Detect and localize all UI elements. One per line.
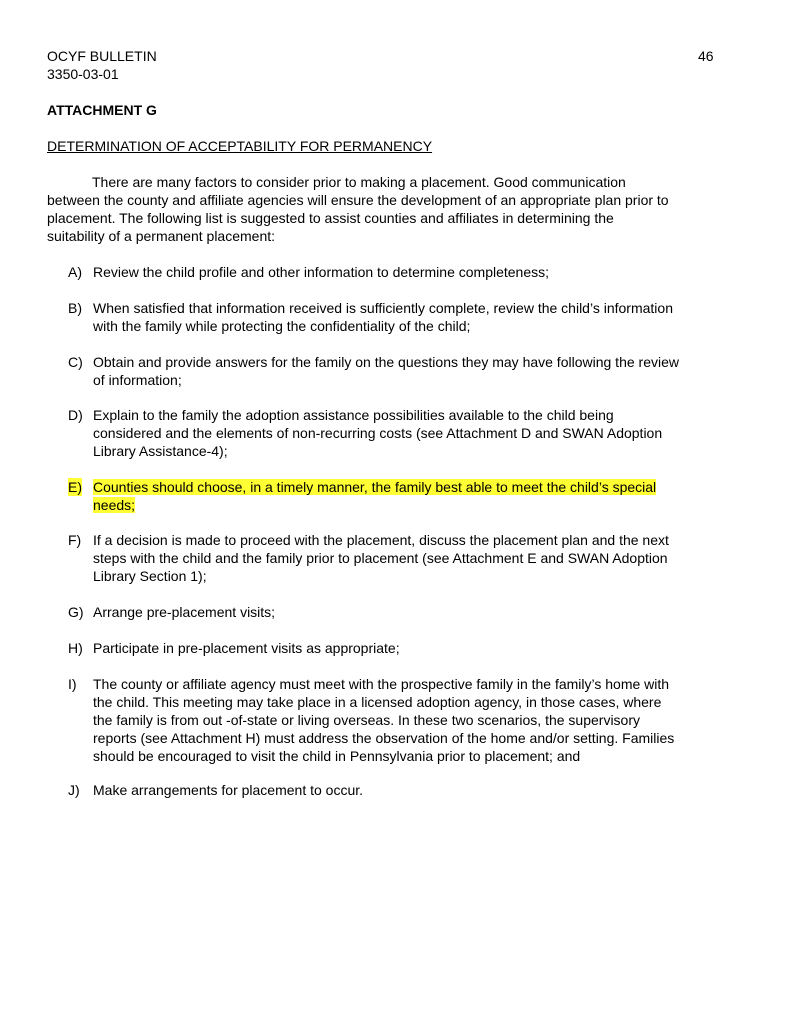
intro-paragraph xyxy=(47,173,747,245)
list-item-text xyxy=(93,639,748,657)
intro-line: placement. The following list is suggested to assist counties and affiliates in determining the xyxy=(47,210,614,226)
list-item-letter: G) xyxy=(68,604,84,620)
list-item-line: the child. This meeting may take place in a licensed adoption agency, in those cases, where xyxy=(93,694,662,710)
list-item-letter: D) xyxy=(68,407,83,423)
list-item-letter: H) xyxy=(68,640,83,656)
list-item-line: Arrange pre-placement visits; xyxy=(93,604,276,620)
list-item-letter: F) xyxy=(68,532,82,548)
list-item-line: with the family while protecting the confidentiality of the child; xyxy=(93,318,471,334)
list-item-d xyxy=(68,406,748,460)
list-item-line: If a decision is made to proceed with the placement, discuss the placement plan and the next xyxy=(93,532,669,548)
list-item-letter: C) xyxy=(68,354,83,370)
list-item-line: When satisfied that information received is sufficiently complete, review the child’s information xyxy=(93,300,673,316)
section-heading: DETERMINATION OF ACCEPTABILITY FOR PERMANENCY xyxy=(47,138,433,154)
list-item-letter: A) xyxy=(68,264,82,280)
list-item-text xyxy=(93,478,748,514)
list-item-text xyxy=(93,531,748,585)
list-item-text xyxy=(93,675,748,765)
list-item-b xyxy=(68,299,748,335)
list-item-line: The county or affiliate agency must meet with the prospective family in the family’s home with xyxy=(93,676,670,692)
list-item-line: considered and the elements of non-recurring costs (see Attachment D and SWAN Adoption xyxy=(93,425,663,441)
bulletin-title: OCYF BULLETIN xyxy=(47,48,157,64)
list-item-c xyxy=(68,353,748,389)
list-item-a xyxy=(68,263,748,281)
list-item-line: should be encouraged to visit the child in Pennsylvania prior to placement; and xyxy=(93,748,581,764)
list-item-letter: J) xyxy=(68,782,80,798)
highlight-mark: Counties should choose, in a timely manner, the family best able to meet the child’s special xyxy=(93,479,657,495)
attachment-label: ATTACHMENT G xyxy=(47,102,157,118)
list-item-line: Explain to the family the adoption assistance possibilities available to the child being xyxy=(93,407,614,423)
list-item-text xyxy=(93,263,748,281)
list-item-line: Make arrangements for placement to occur. xyxy=(93,782,364,798)
intro-line: between the county and affiliate agencies will ensure the development of an appropriate plan prior to xyxy=(47,192,669,208)
list-item-line: Participate in pre-placement visits as appropriate; xyxy=(93,640,400,656)
list-item-line: of information; xyxy=(93,372,182,388)
list-item-e-highlighted xyxy=(68,478,748,514)
list-item-letter: E) xyxy=(68,479,82,495)
list-item-line: Library Assistance-4); xyxy=(93,443,228,459)
list-item-text xyxy=(93,406,748,460)
bulletin-number: 3350-03-01 xyxy=(47,66,119,82)
list-item-line: reports (see Attachment H) must address the observation of the home and/or setting. Families xyxy=(93,730,675,746)
list-item-line: the family is from out -of-state or living overseas. In these two scenarios, the supervisory xyxy=(93,712,641,728)
intro-line: suitability of a permanent placement: xyxy=(47,228,276,244)
list-item-i xyxy=(68,675,748,765)
list-item-letter: B) xyxy=(68,300,82,316)
highlighted-line xyxy=(93,496,748,514)
list-item-f xyxy=(68,531,748,585)
bulletin-header xyxy=(47,47,157,83)
list-item-text xyxy=(93,353,748,389)
list-item-line: Obtain and provide answers for the family on the questions they may have following the review xyxy=(93,354,679,370)
list-item-line: steps with the child and the family prior to placement (see Attachment E and SWAN Adoption xyxy=(93,550,668,566)
list-item-text xyxy=(93,781,748,799)
list-item-j xyxy=(68,781,748,799)
list-item-line: Review the child profile and other information to determine completeness; xyxy=(93,264,550,280)
list-item-letter: I) xyxy=(68,676,77,692)
list-item-h xyxy=(68,639,748,657)
page-number: 46 xyxy=(698,48,714,64)
list-item-line: Library Section 1); xyxy=(93,568,207,584)
list-item-g xyxy=(68,603,748,621)
intro-line: There are many factors to consider prior to making a placement. Good communication xyxy=(92,174,626,190)
list-item-text xyxy=(93,603,748,621)
list-item-text xyxy=(93,299,748,335)
highlighted-line xyxy=(93,478,748,496)
highlight-mark: needs; xyxy=(93,497,136,513)
